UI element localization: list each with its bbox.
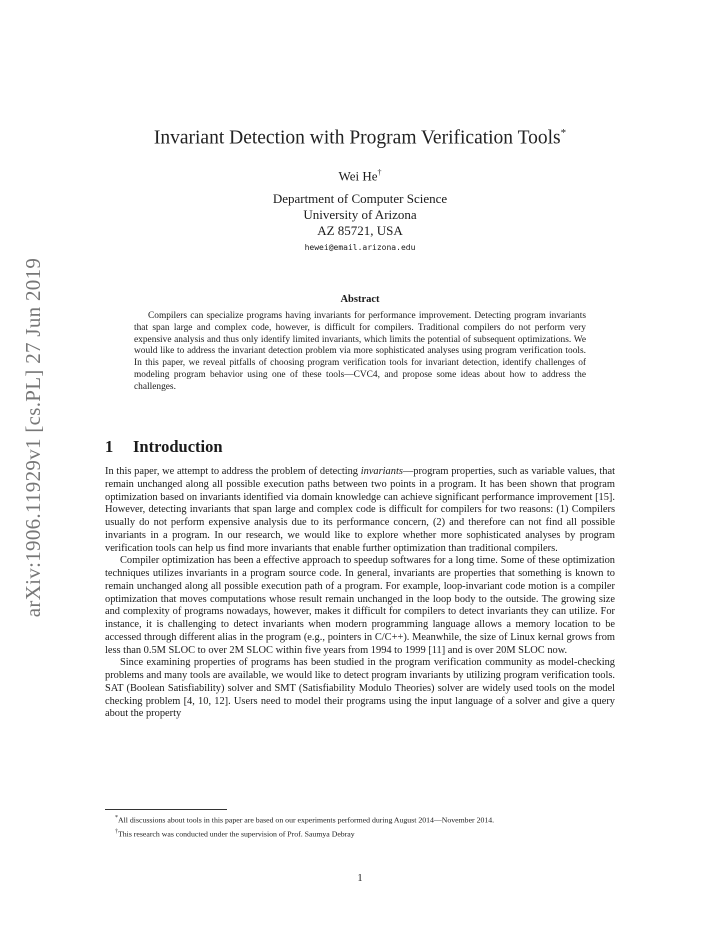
affiliation-university: University of Arizona <box>303 207 417 222</box>
paragraph-1-rest: —program properties, such as variable values, that remain unchanged along all possible execution paths between two points in a program. It has been shown that program optimization based on invariants identified via domain knowledge can achieve significant performance improvement [15]. However, detecting invariants that span large and complex code is difficult for compilers for two reasons: (1) Compilers usually do not perform expensive analysis due to its performance concern, (2) and therefore can not find all possible invariants in a program. In our research, we would like to explore whether more sophisticated analyses by program verification tools can help us find more invariants that enable further optimization than traditional compilers. <box>105 466 615 554</box>
footnote-2 <box>105 827 615 840</box>
section-number: 1 <box>105 437 114 456</box>
arxiv-identifier-text: arXiv:1906.11929v1 [cs.PL] 27 Jun 2019 <box>21 257 46 617</box>
footnote-2-text: This research was conducted under the supervision of Prof. Saumya Debray <box>118 829 355 839</box>
footnotes <box>105 813 615 840</box>
footnote-1-text: All discussions about tools in this paper are based on our experiments performed during August 2014—November 2014. <box>118 815 495 825</box>
author-name-text: Wei He <box>338 168 378 184</box>
author-email: hewei@email.arizona.edu <box>304 243 416 252</box>
emphasis-invariants: invariants <box>360 466 403 477</box>
paragraph-1 <box>105 466 615 555</box>
title-footnote-mark: * <box>560 127 567 139</box>
abstract-text: Compilers can specialize programs having invariants for performance improvement. Detecting program invariants that span large and complex code, however, is difficult for compilers. Traditional compilers do not perform very expensive analysis and thus only identify limited invariants, which limits the potential of subsequent optimizations. We would like to address the invariant detection problem via more sophisticated analyses using program verification tools. In this paper, we reveal pitfalls of choosing program verification tools for invariant detection, identify challenges of modeling program behavior using one of these tools—CVC4, and propose some ideas about how to address the challenges. <box>134 311 586 392</box>
footnote-rule <box>105 809 227 810</box>
affiliation-block <box>0 191 720 239</box>
paragraph-1-start: In this paper, we attempt to address the problem of detecting <box>105 466 361 477</box>
abstract-heading: Abstract <box>340 294 380 305</box>
page-number: 1 <box>357 873 363 884</box>
affiliation-department: Department of Computer Science <box>272 191 448 206</box>
section-heading <box>105 437 223 457</box>
affiliation-address: AZ 85721, USA <box>317 223 403 238</box>
paragraph-3: Since examining properties of programs has been studied in the program verification community as model-checking problems and many tools are available, we would like to detect program invariants by utilizing program verification tools. SAT (Boolean Satisfiability) solver and SMT (Satisfiability Modulo Theories) solver are widely used tools on the model checking problem [4, 10, 12]. Users need to model their programs using the input language of a solver and give a query about the property <box>105 657 615 720</box>
author-name <box>0 168 720 184</box>
paper-title <box>0 127 720 150</box>
footnote-1 <box>105 813 615 826</box>
section-title: Introduction <box>133 437 223 456</box>
paper-title-text: Invariant Detection with Program Verification Tools <box>153 127 561 149</box>
footnote-1-mark: * <box>115 815 118 821</box>
footnote-2-mark: † <box>115 828 118 835</box>
introduction-body <box>105 466 615 721</box>
paragraph-2: Compiler optimization has been a effective approach to speedup softwares for a long time. Some of these optimization techniques utilizes invariants in a program source code. In general, invariants are properties that something is known to remain unchanged along all possible execution path of a program. For example, loop-invariant code motion is a compiler optimization that moves computations whose result remain unchanged in the loop body to the outside. The growing size and complexity of programs nowadays, however, makes it difficult for compilers to detect invariants they can utilize. For instance, it is challenging to detect invariants when modern programming language allows a memory location to be accessed through different alias in the program (e.g., pointers in C/C++). Meanwhile, the size of Linux kernal grows from less than 0.5M SLOC to over 2M SLOC within five years from 1994 to 1999 [11] and is over 20M SLOC now. <box>105 555 615 656</box>
author-footnote-mark: † <box>377 168 382 177</box>
